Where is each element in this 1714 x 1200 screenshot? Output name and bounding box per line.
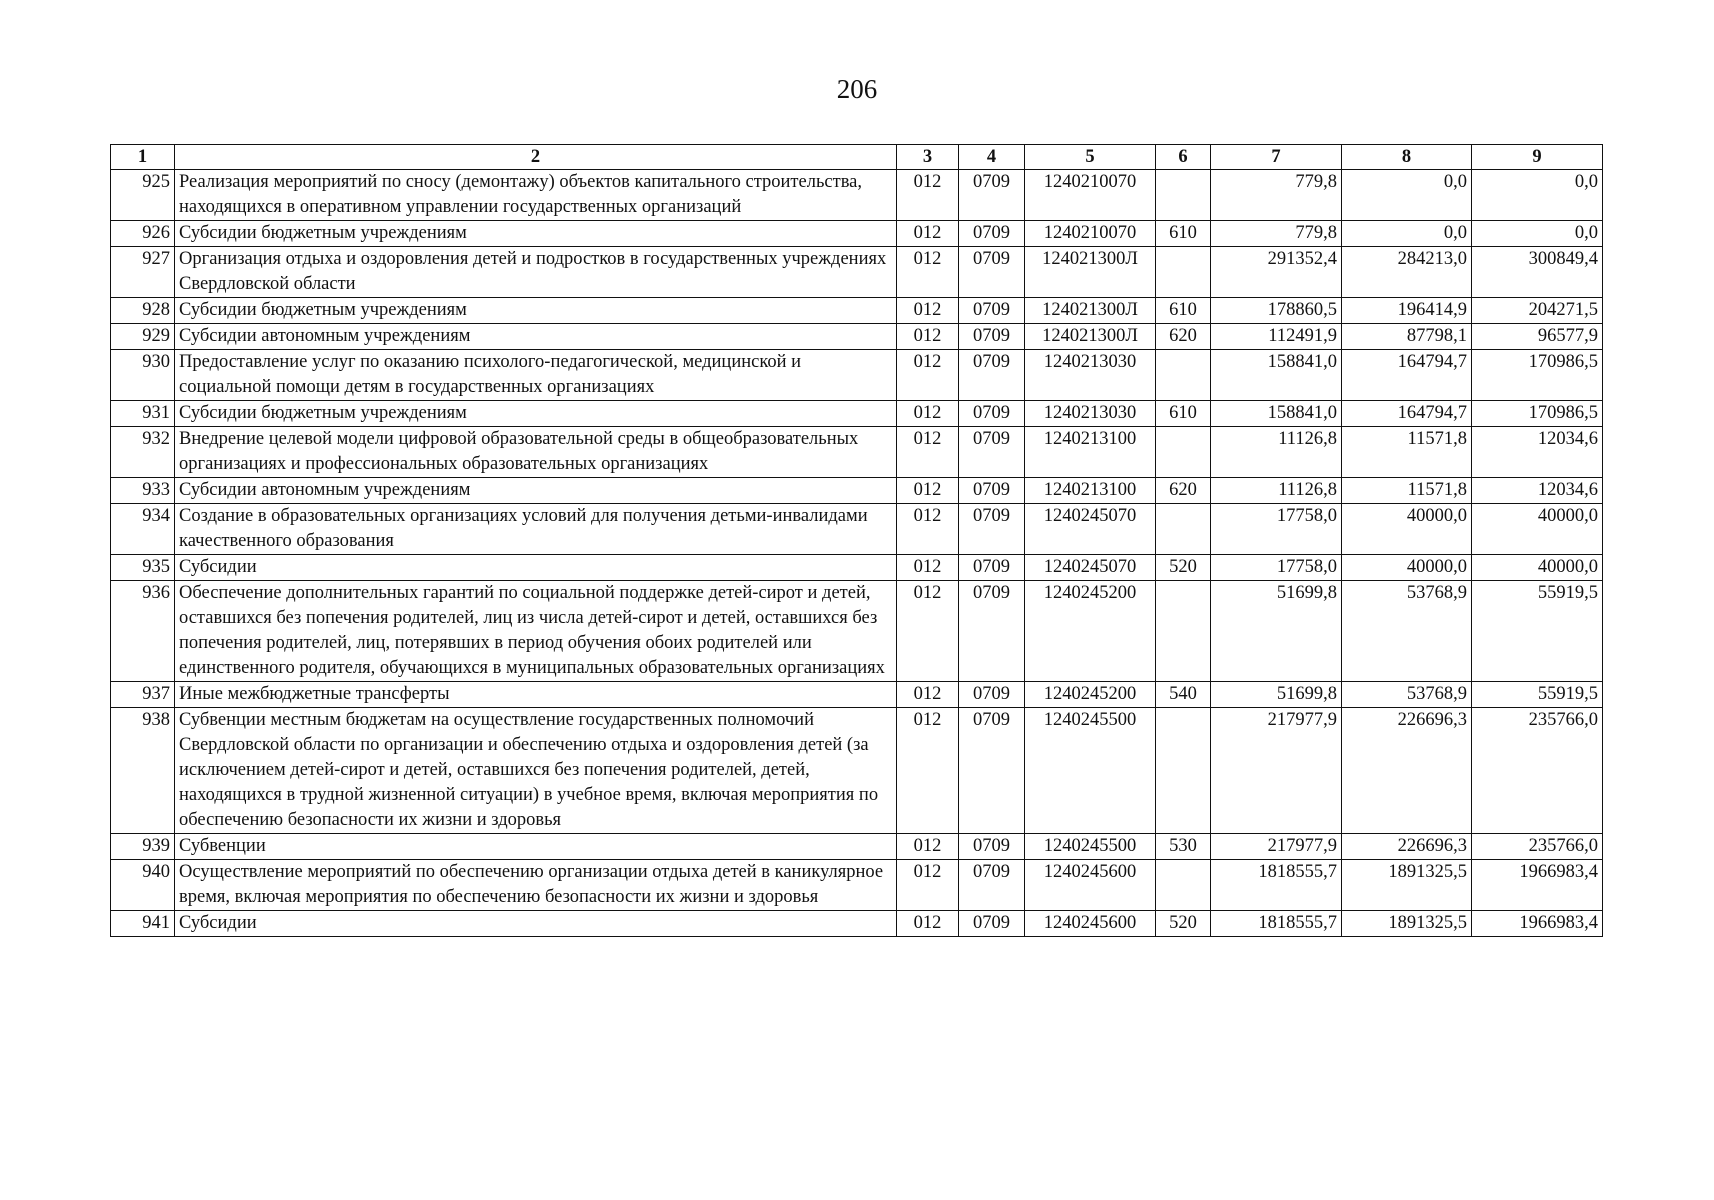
ministry-code: 012 bbox=[897, 504, 959, 555]
expense-type-code bbox=[1156, 170, 1211, 221]
amount-col-8: 40000,0 bbox=[1342, 504, 1472, 555]
target-article-code: 1240245600 bbox=[1025, 911, 1156, 937]
row-number: 936 bbox=[111, 581, 175, 682]
amount-col-7: 1818555,7 bbox=[1211, 911, 1342, 937]
row-name: Субсидии автономным учреждениям bbox=[175, 324, 897, 350]
target-article-code: 1240245070 bbox=[1025, 504, 1156, 555]
row-name: Субсидии bbox=[175, 555, 897, 581]
table-row bbox=[111, 708, 1603, 834]
row-number: 925 bbox=[111, 170, 175, 221]
target-article-code: 1240245200 bbox=[1025, 581, 1156, 682]
table-row bbox=[111, 911, 1603, 937]
target-article-code: 124021300Л bbox=[1025, 324, 1156, 350]
header-cell: 3 bbox=[897, 145, 959, 170]
target-article-code: 1240210070 bbox=[1025, 170, 1156, 221]
amount-col-9: 12034,6 bbox=[1472, 427, 1603, 478]
row-number: 938 bbox=[111, 708, 175, 834]
expense-type-code: 610 bbox=[1156, 221, 1211, 247]
ministry-code: 012 bbox=[897, 221, 959, 247]
target-article-code: 124021300Л bbox=[1025, 247, 1156, 298]
section-code: 0709 bbox=[959, 581, 1025, 682]
section-code: 0709 bbox=[959, 834, 1025, 860]
amount-col-7: 779,8 bbox=[1211, 170, 1342, 221]
row-number: 931 bbox=[111, 401, 175, 427]
target-article-code: 1240213100 bbox=[1025, 427, 1156, 478]
amount-col-8: 0,0 bbox=[1342, 170, 1472, 221]
amount-col-8: 87798,1 bbox=[1342, 324, 1472, 350]
amount-col-9: 1966983,4 bbox=[1472, 860, 1603, 911]
ministry-code: 012 bbox=[897, 834, 959, 860]
amount-col-8: 11571,8 bbox=[1342, 427, 1472, 478]
amount-col-8: 164794,7 bbox=[1342, 401, 1472, 427]
expense-type-code bbox=[1156, 504, 1211, 555]
section-code: 0709 bbox=[959, 401, 1025, 427]
target-article-code: 1240245070 bbox=[1025, 555, 1156, 581]
amount-col-8: 196414,9 bbox=[1342, 298, 1472, 324]
amount-col-7: 178860,5 bbox=[1211, 298, 1342, 324]
row-name: Предоставление услуг по оказанию психолого-педагогической, медицинской и социальной помощи детям в государственных организациях bbox=[175, 350, 897, 401]
header-cell: 5 bbox=[1025, 145, 1156, 170]
row-name: Обеспечение дополнительных гарантий по социальной поддержке детей-сирот и детей, оставшихся без попечения родителей, лиц из числа детей-сирот и детей, оставшихся без попечения родителей, лиц, потерявших в период обучения обоих родителей или единственного родителя, обучающихся в муниципальных образовательных организациях bbox=[175, 581, 897, 682]
target-article-code: 124021300Л bbox=[1025, 298, 1156, 324]
table-row bbox=[111, 427, 1603, 478]
amount-col-8: 53768,9 bbox=[1342, 581, 1472, 682]
header-cell: 4 bbox=[959, 145, 1025, 170]
ministry-code: 012 bbox=[897, 708, 959, 834]
section-code: 0709 bbox=[959, 682, 1025, 708]
amount-col-8: 53768,9 bbox=[1342, 682, 1472, 708]
amount-col-9: 12034,6 bbox=[1472, 478, 1603, 504]
amount-col-8: 226696,3 bbox=[1342, 708, 1472, 834]
row-number: 927 bbox=[111, 247, 175, 298]
amount-col-9: 235766,0 bbox=[1472, 834, 1603, 860]
row-number: 926 bbox=[111, 221, 175, 247]
header-cell: 8 bbox=[1342, 145, 1472, 170]
table-row bbox=[111, 682, 1603, 708]
expense-type-code: 520 bbox=[1156, 911, 1211, 937]
expense-type-code: 530 bbox=[1156, 834, 1211, 860]
amount-col-9: 40000,0 bbox=[1472, 555, 1603, 581]
section-code: 0709 bbox=[959, 324, 1025, 350]
amount-col-9: 96577,9 bbox=[1472, 324, 1603, 350]
row-number: 934 bbox=[111, 504, 175, 555]
ministry-code: 012 bbox=[897, 581, 959, 682]
ministry-code: 012 bbox=[897, 170, 959, 221]
ministry-code: 012 bbox=[897, 860, 959, 911]
header-cell: 6 bbox=[1156, 145, 1211, 170]
amount-col-9: 55919,5 bbox=[1472, 581, 1603, 682]
amount-col-7: 51699,8 bbox=[1211, 682, 1342, 708]
expense-type-code: 610 bbox=[1156, 401, 1211, 427]
table-row bbox=[111, 555, 1603, 581]
row-name: Субвенции bbox=[175, 834, 897, 860]
header-cell: 2 bbox=[175, 145, 897, 170]
header-row bbox=[111, 145, 1603, 170]
amount-col-8: 1891325,5 bbox=[1342, 860, 1472, 911]
row-number: 929 bbox=[111, 324, 175, 350]
table-row bbox=[111, 247, 1603, 298]
row-name: Реализация мероприятий по сносу (демонтажу) объектов капитального строительства, находящихся в оперативном управлении государственных организаций bbox=[175, 170, 897, 221]
row-number: 930 bbox=[111, 350, 175, 401]
table-row bbox=[111, 581, 1603, 682]
amount-col-9: 0,0 bbox=[1472, 170, 1603, 221]
section-code: 0709 bbox=[959, 298, 1025, 324]
amount-col-9: 300849,4 bbox=[1472, 247, 1603, 298]
expense-type-code: 620 bbox=[1156, 478, 1211, 504]
section-code: 0709 bbox=[959, 478, 1025, 504]
row-number: 935 bbox=[111, 555, 175, 581]
section-code: 0709 bbox=[959, 170, 1025, 221]
target-article-code: 1240210070 bbox=[1025, 221, 1156, 247]
ministry-code: 012 bbox=[897, 247, 959, 298]
table-row bbox=[111, 478, 1603, 504]
expense-type-code bbox=[1156, 708, 1211, 834]
section-code: 0709 bbox=[959, 504, 1025, 555]
amount-col-7: 158841,0 bbox=[1211, 401, 1342, 427]
amount-col-8: 284213,0 bbox=[1342, 247, 1472, 298]
section-code: 0709 bbox=[959, 427, 1025, 478]
row-name: Внедрение целевой модели цифровой образовательной среды в общеобразовательных организациях и профессиональных образовательных организациях bbox=[175, 427, 897, 478]
target-article-code: 1240213030 bbox=[1025, 401, 1156, 427]
target-article-code: 1240213100 bbox=[1025, 478, 1156, 504]
row-name: Субсидии бюджетным учреждениям bbox=[175, 221, 897, 247]
expense-type-code: 610 bbox=[1156, 298, 1211, 324]
target-article-code: 1240245500 bbox=[1025, 708, 1156, 834]
row-name: Субсидии бюджетным учреждениям bbox=[175, 298, 897, 324]
ministry-code: 012 bbox=[897, 298, 959, 324]
row-name: Субсидии bbox=[175, 911, 897, 937]
section-code: 0709 bbox=[959, 708, 1025, 834]
amount-col-9: 235766,0 bbox=[1472, 708, 1603, 834]
amount-col-9: 40000,0 bbox=[1472, 504, 1603, 555]
row-name: Иные межбюджетные трансферты bbox=[175, 682, 897, 708]
amount-col-7: 51699,8 bbox=[1211, 581, 1342, 682]
ministry-code: 012 bbox=[897, 350, 959, 401]
table-row bbox=[111, 221, 1603, 247]
amount-col-7: 291352,4 bbox=[1211, 247, 1342, 298]
expense-type-code: 540 bbox=[1156, 682, 1211, 708]
row-number: 939 bbox=[111, 834, 175, 860]
section-code: 0709 bbox=[959, 555, 1025, 581]
row-number: 940 bbox=[111, 860, 175, 911]
page-number: 206 bbox=[836, 74, 878, 104]
amount-col-8: 164794,7 bbox=[1342, 350, 1472, 401]
amount-col-8: 226696,3 bbox=[1342, 834, 1472, 860]
amount-col-9: 1966983,4 bbox=[1472, 911, 1603, 937]
ministry-code: 012 bbox=[897, 682, 959, 708]
amount-col-8: 11571,8 bbox=[1342, 478, 1472, 504]
target-article-code: 1240213030 bbox=[1025, 350, 1156, 401]
table-row bbox=[111, 504, 1603, 555]
row-name: Осуществление мероприятий по обеспечению организации отдыха детей в каникулярное время, включая мероприятия по обеспечению безопасности их жизни и здоровья bbox=[175, 860, 897, 911]
amount-col-9: 204271,5 bbox=[1472, 298, 1603, 324]
row-name: Создание в образовательных организациях условий для получения детьми-инвалидами качественного образования bbox=[175, 504, 897, 555]
amount-col-8: 0,0 bbox=[1342, 221, 1472, 247]
amount-col-8: 1891325,5 bbox=[1342, 911, 1472, 937]
table-row bbox=[111, 324, 1603, 350]
ministry-code: 012 bbox=[897, 401, 959, 427]
header-cell: 1 bbox=[111, 145, 175, 170]
section-code: 0709 bbox=[959, 247, 1025, 298]
ministry-code: 012 bbox=[897, 911, 959, 937]
ministry-code: 012 bbox=[897, 478, 959, 504]
row-name: Субсидии автономным учреждениям bbox=[175, 478, 897, 504]
expense-type-code bbox=[1156, 581, 1211, 682]
row-number: 932 bbox=[111, 427, 175, 478]
ministry-code: 012 bbox=[897, 427, 959, 478]
amount-col-7: 17758,0 bbox=[1211, 555, 1342, 581]
target-article-code: 1240245200 bbox=[1025, 682, 1156, 708]
row-name: Субсидии бюджетным учреждениям bbox=[175, 401, 897, 427]
ministry-code: 012 bbox=[897, 555, 959, 581]
amount-col-7: 158841,0 bbox=[1211, 350, 1342, 401]
amount-col-7: 11126,8 bbox=[1211, 427, 1342, 478]
row-name: Организация отдыха и оздоровления детей и подростков в государственных учреждениях Свердловской области bbox=[175, 247, 897, 298]
expense-type-code: 520 bbox=[1156, 555, 1211, 581]
table-row bbox=[111, 298, 1603, 324]
amount-col-8: 40000,0 bbox=[1342, 555, 1472, 581]
amount-col-7: 112491,9 bbox=[1211, 324, 1342, 350]
amount-col-7: 217977,9 bbox=[1211, 834, 1342, 860]
amount-col-7: 217977,9 bbox=[1211, 708, 1342, 834]
amount-col-7: 779,8 bbox=[1211, 221, 1342, 247]
amount-col-7: 1818555,7 bbox=[1211, 860, 1342, 911]
target-article-code: 1240245500 bbox=[1025, 834, 1156, 860]
budget-table bbox=[110, 144, 1603, 937]
expense-type-code bbox=[1156, 350, 1211, 401]
amount-col-9: 0,0 bbox=[1472, 221, 1603, 247]
expense-type-code bbox=[1156, 247, 1211, 298]
header-cell: 7 bbox=[1211, 145, 1342, 170]
amount-col-9: 55919,5 bbox=[1472, 682, 1603, 708]
ministry-code: 012 bbox=[897, 324, 959, 350]
expense-type-code bbox=[1156, 427, 1211, 478]
row-number: 941 bbox=[111, 911, 175, 937]
amount-col-7: 11126,8 bbox=[1211, 478, 1342, 504]
header-cell: 9 bbox=[1472, 145, 1603, 170]
table-row bbox=[111, 170, 1603, 221]
section-code: 0709 bbox=[959, 350, 1025, 401]
section-code: 0709 bbox=[959, 911, 1025, 937]
row-number: 928 bbox=[111, 298, 175, 324]
section-code: 0709 bbox=[959, 221, 1025, 247]
row-number: 937 bbox=[111, 682, 175, 708]
table-row bbox=[111, 350, 1603, 401]
table-row bbox=[111, 401, 1603, 427]
section-code: 0709 bbox=[959, 860, 1025, 911]
expense-type-code bbox=[1156, 860, 1211, 911]
row-number: 933 bbox=[111, 478, 175, 504]
table-row bbox=[111, 834, 1603, 860]
amount-col-9: 170986,5 bbox=[1472, 401, 1603, 427]
target-article-code: 1240245600 bbox=[1025, 860, 1156, 911]
amount-col-9: 170986,5 bbox=[1472, 350, 1603, 401]
amount-col-7: 17758,0 bbox=[1211, 504, 1342, 555]
expense-type-code: 620 bbox=[1156, 324, 1211, 350]
row-name: Субвенции местным бюджетам на осуществление государственных полномочий Свердловской области по организации и обеспечению отдыха и оздоровления детей (за исключением детей-сирот и детей, оставшихся без попечения родителей, детей, находящихся в трудной жизненной ситуации) в учебное время, включая мероприятия по обеспечению безопасности их жизни и здоровья bbox=[175, 708, 897, 834]
table-row bbox=[111, 860, 1603, 911]
table-body bbox=[111, 170, 1603, 937]
